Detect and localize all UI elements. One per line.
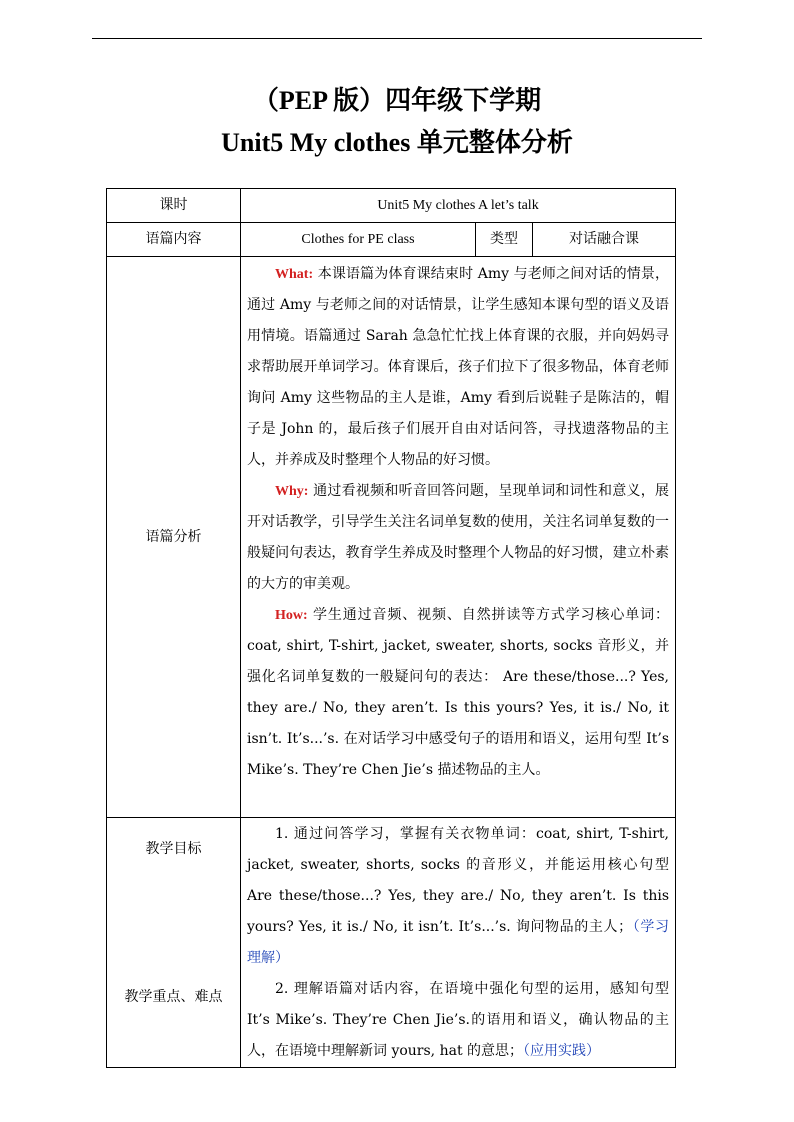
content-value: Clothes for PE class [241, 223, 476, 257]
analysis-body [241, 257, 676, 818]
keys-label: 教学重点、难点 [124, 989, 223, 1005]
lesson-value: Unit5 My clothes A let’s talk [241, 189, 676, 223]
row-goals [107, 818, 676, 1068]
header-rule [92, 38, 702, 39]
row-content [107, 223, 676, 257]
how-paragraph [247, 600, 669, 786]
content-label: 语篇内容 [107, 223, 241, 257]
lesson-label: 课时 [107, 189, 241, 223]
document-subtitle: Unit5 My clothes 单元整体分析 [221, 128, 573, 157]
goal-1-text: 1. 通过问答学习，掌握有关衣物单词：coat, shirt, T-shirt, jacket, sweater, shorts, socks 的音形义，并能运用核心句型 Are these/those...? Yes, they are./ No, they aren’t. Is this yours? Yes, it is./ No, it isn’t. It’s...’s. 询问物品的主人； [247, 826, 670, 935]
what-paragraph [247, 259, 669, 476]
goals-label-cell [107, 818, 241, 1068]
what-text: 本课语篇为体育课结束时 Amy 与老师之间对话的情景，通过 Amy 与老师之间的对话情景，让学生感知本课句型的语义及语用情境。语篇通过 Sarah 急急忙忙找上体育课的衣服，并向妈妈寻求帮助展开单词学习。体育课后，孩子们拉下了很多物品，体育老师询问 Amy 这些物品的主人是谁，Amy 看到后说鞋子是陈洁的，帽子是 John 的，最后孩子们展开自由对话问答，寻找遗落物品的主人，并养成及时整理个人物品的好习惯。 [247, 266, 670, 468]
goal-2 [247, 974, 669, 1067]
analysis-label: 语篇分析 [107, 257, 241, 818]
row-lesson [107, 189, 676, 223]
type-label: 类型 [476, 223, 533, 257]
goal-2-tag: （应用实践） [523, 1043, 601, 1059]
what-keyword: What: [275, 267, 314, 282]
how-keyword: How: [275, 608, 308, 623]
goal-1 [247, 819, 669, 974]
why-text: 通过看视频和听音回答问题，呈现单词和词性和意义，展开对话教学，引导学生关注名词单复数的使用，关注名词单复数的一般疑问句表达，教育学生养成及时整理个人物品的好习惯，建立朴素的大方的审美观。 [247, 483, 670, 592]
row-analysis [107, 257, 676, 818]
type-value: 对话融合课 [533, 223, 676, 257]
goal-2-text: 2. 理解语篇对话内容，在语境中强化句型的运用，感知句型 It’s Mike’s. They’re Chen Jie’s.的语用和语义，确认物品的主人，在语境中理解新词 yours, hat 的意思； [247, 981, 670, 1059]
goal-1-tag: （学习理解） [247, 919, 670, 966]
goals-label: 教学目标 [145, 841, 202, 857]
why-paragraph [247, 476, 669, 600]
analysis-table [106, 188, 676, 1068]
why-keyword: Why: [275, 484, 309, 499]
how-text: 学生通过音频、视频、自然拼读等方式学习核心单词：coat, shirt, T-shirt, jacket, sweater, shorts, socks 音形义，并强化名词单复数的一般疑问句的表达： Are these/those...? Yes, they are./ No, they aren’t. Is this yours? Yes, it is./ No, it isn’t. It’s...’s. 在对话学习中感受句子的语用和语义，运用句型 It’s Mike’s. They’re Chen Jie’s 描述物品的主人。 [247, 607, 670, 778]
goals-body [241, 818, 676, 1068]
document-title: （PEP 版）四年级下学期 [252, 86, 542, 115]
